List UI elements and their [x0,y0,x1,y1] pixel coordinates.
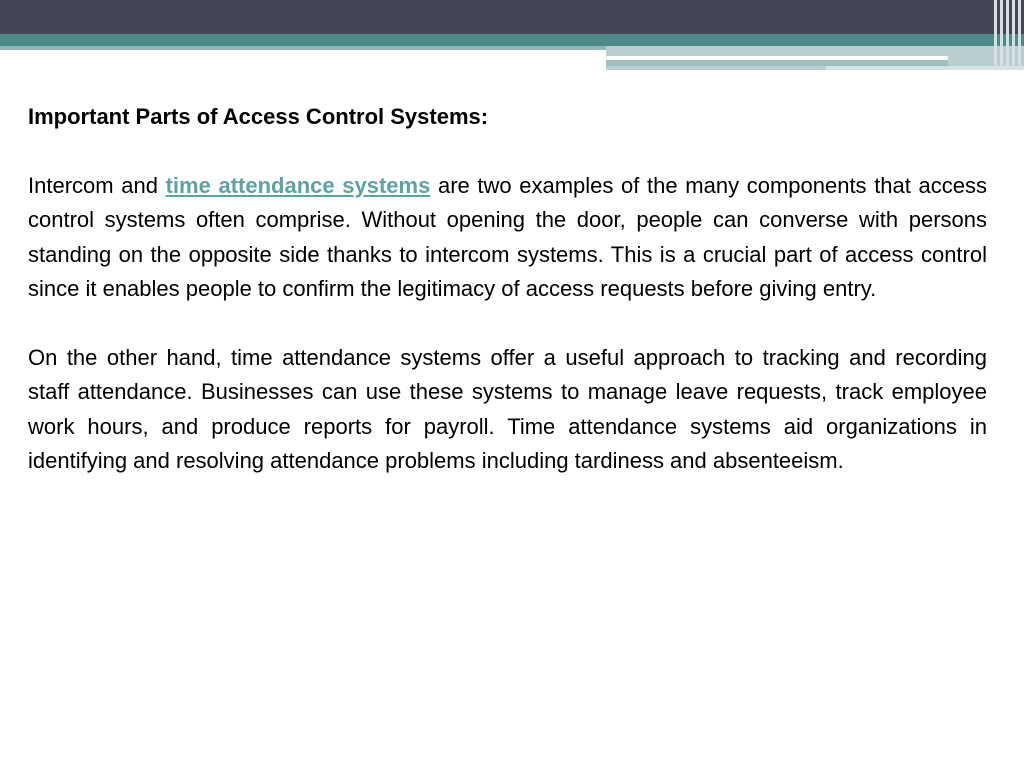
paragraph-time-attendance: On the other hand, time attendance systems offer a useful approach to tracking and recording staff attendance. Businesses can use these systems to manage leave requests, track employee work hours, and produce reports for payroll. Time attendance systems aid organizations in identifying and resolving attendance problems including tardiness and absenteeism. [28,344,987,473]
slide-content [28,100,987,513]
paragraph-body-text: are two examples of the many components that access control systems often comprise. Without opening the door, people can converse with persons standing on the opposite side thanks to intercom systems. This is a crucial part of access control since it enables people to confirm the legitimacy of access requests before giving entry. [28,172,988,301]
header-teal-light-line [0,46,606,50]
header-corner-stripes [994,0,1024,70]
slide-heading: Important Parts of Access Control Systems: [28,104,489,129]
header-dark-bar [0,0,1024,34]
time-attendance-link[interactable]: time attendance systems [165,172,431,198]
header-teal-bar [0,34,1024,46]
paragraph-intercom [28,169,987,307]
paragraph-intro-text: Intercom and [28,172,166,198]
